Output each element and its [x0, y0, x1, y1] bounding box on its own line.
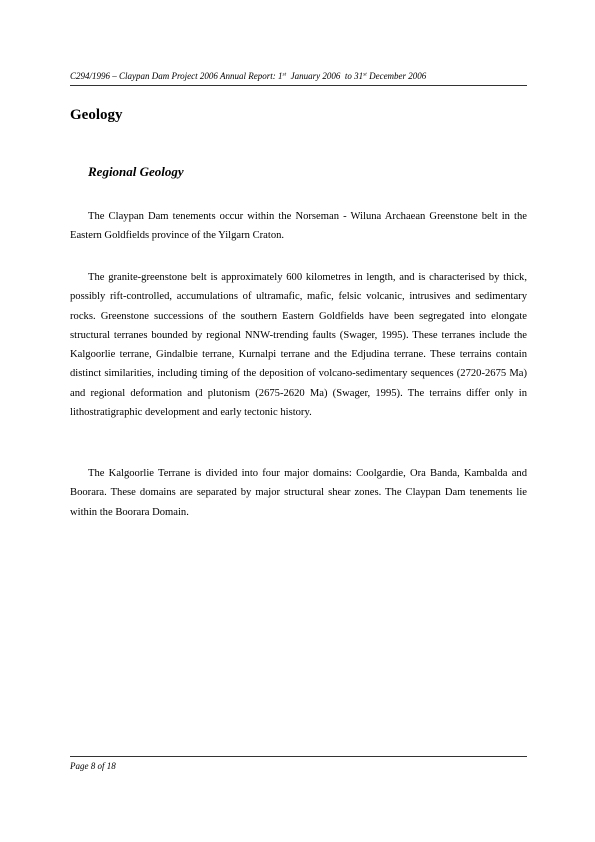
section-heading: Geology [70, 107, 123, 123]
footer-divider [70, 756, 527, 757]
page-number: Page 8 of 18 [70, 761, 116, 771]
header-text-3: December 2006 [366, 71, 427, 81]
header-text-1: C294/1996 – Claypan Dam Project 2006 Annual Report: 1 [70, 71, 283, 81]
paragraph-kalgoorlie-terrane: The Kalgoorlie Terrane is divided into four major domains: Coolgardie, Ora Banda, Kambalda and Boorara. These domains are separated by major structural shear zones. The Claypan Dam tenements lie within the Boorara Domain. [70, 468, 527, 518]
header-superscript-1: st [282, 71, 287, 78]
running-header [70, 71, 527, 82]
header-text-2: January 2006 to 31 [286, 71, 364, 81]
paragraph-greenstone-belt: The granite-greenstone belt is approximately 600 kilometres in length, and is characterised by thick, possibly rift-controlled, accumulations of ultramafic, mafic, felsic volcanic, intrusives and sedimentary rocks. Greenstone successions of the southern Eastern Goldfields have been segregated into elongate structural terranes bounded by regional NNW-trending faults (Swager, 1995). These terranes include the Kalgoorlie terrane, Gindalbie terrane, Kurnalpi terrane and the Edjudina terrane. These terrains contain distinct similarities, including timing of the deposition of volcano-sedimentary sequences (2720-2675 Ma) and regional deformation and plutonism (2675-2620 Ma) (Swager, 1995). The terrains differ only in lithostratigraphic development and early tectonic history. [70, 272, 527, 419]
subsection-heading: Regional Geology [88, 164, 184, 179]
header-superscript-2: st [363, 71, 367, 78]
paragraph-tenement-location: The Claypan Dam tenements occur within the Norseman - Wiluna Archaean Greenstone belt in the Eastern Goldfields province of the Yilgarn Craton. [70, 211, 527, 242]
header-divider [70, 85, 527, 86]
